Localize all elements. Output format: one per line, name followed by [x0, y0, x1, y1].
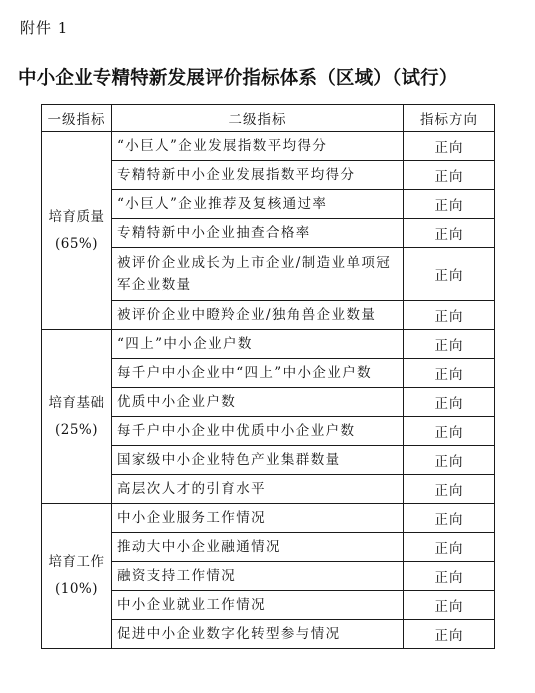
indicator-cell: 专精特新中小企业发展指数平均得分 — [112, 161, 404, 190]
direction-cell: 正向 — [404, 190, 495, 219]
direction-cell: 正向 — [404, 161, 495, 190]
category-weight: (25%) — [54, 421, 99, 438]
indicator-cell: “四上”中小企业户数 — [112, 330, 404, 359]
category-name: 培育基础 — [48, 394, 105, 411]
indicator-cell: 中小企业就业工作情况 — [112, 591, 404, 620]
table-row — [42, 132, 495, 161]
indicator-cell: 每千户中小企业中优质中小企业户数 — [112, 417, 404, 446]
indicator-cell: “小巨人”企业推荐及复核通过率 — [112, 190, 404, 219]
table-row — [42, 504, 495, 533]
direction-cell: 正向 — [404, 562, 495, 591]
indicator-cell: 被评价企业中瞪羚企业/独角兽企业数量 — [112, 301, 404, 330]
table-header-row — [42, 105, 495, 132]
indicator-cell: 优质中小企业户数 — [112, 388, 404, 417]
direction-cell: 正向 — [404, 475, 495, 504]
category-cell-work — [42, 504, 112, 649]
document-title: 中小企业专精特新发展评价指标体系（区域）（试行） — [18, 68, 458, 89]
category-name: 培育质量 — [48, 208, 105, 225]
direction-cell: 正向 — [404, 533, 495, 562]
indicator-cell: 推动大中小企业融通情况 — [112, 533, 404, 562]
direction-cell: 正向 — [404, 446, 495, 475]
direction-cell: 正向 — [404, 591, 495, 620]
indicator-table — [41, 104, 495, 649]
category-weight: (10%) — [54, 581, 99, 597]
direction-cell: 正向 — [404, 417, 495, 446]
indicator-cell: 每千户中小企业中“四上”中小企业户数 — [112, 359, 404, 388]
direction-cell: 正向 — [404, 388, 495, 417]
table-row — [42, 330, 495, 359]
category-cell-foundation — [42, 330, 112, 504]
direction-cell: 正向 — [404, 219, 495, 248]
direction-cell: 正向 — [404, 330, 495, 359]
direction-cell: 正向 — [404, 504, 495, 533]
direction-cell: 正向 — [404, 248, 495, 301]
header-direction: 指标方向 — [404, 105, 495, 132]
indicator-cell: “小巨人”企业发展指数平均得分 — [112, 132, 404, 161]
category-weight: (65%) — [54, 235, 99, 252]
indicator-cell: 被评价企业成长为上市企业/制造业单项冠军企业数量 — [112, 248, 404, 301]
direction-cell: 正向 — [404, 132, 495, 161]
category-name: 培育工作 — [48, 554, 105, 570]
indicator-cell: 促进中小企业数字化转型参与情况 — [112, 620, 404, 649]
indicator-cell: 国家级中小企业特色产业集群数量 — [112, 446, 404, 475]
indicator-cell: 专精特新中小企业抽查合格率 — [112, 219, 404, 248]
attachment-label: 附件 1 — [20, 19, 69, 37]
header-level1: 一级指标 — [42, 105, 112, 132]
category-cell-quality — [42, 132, 112, 330]
direction-cell: 正向 — [404, 301, 495, 330]
direction-cell: 正向 — [404, 359, 495, 388]
header-level2: 二级指标 — [112, 105, 404, 132]
direction-cell: 正向 — [404, 620, 495, 649]
indicator-cell: 高层次人才的引育水平 — [112, 475, 404, 504]
indicator-cell: 中小企业服务工作情况 — [112, 504, 404, 533]
indicator-cell: 融资支持工作情况 — [112, 562, 404, 591]
